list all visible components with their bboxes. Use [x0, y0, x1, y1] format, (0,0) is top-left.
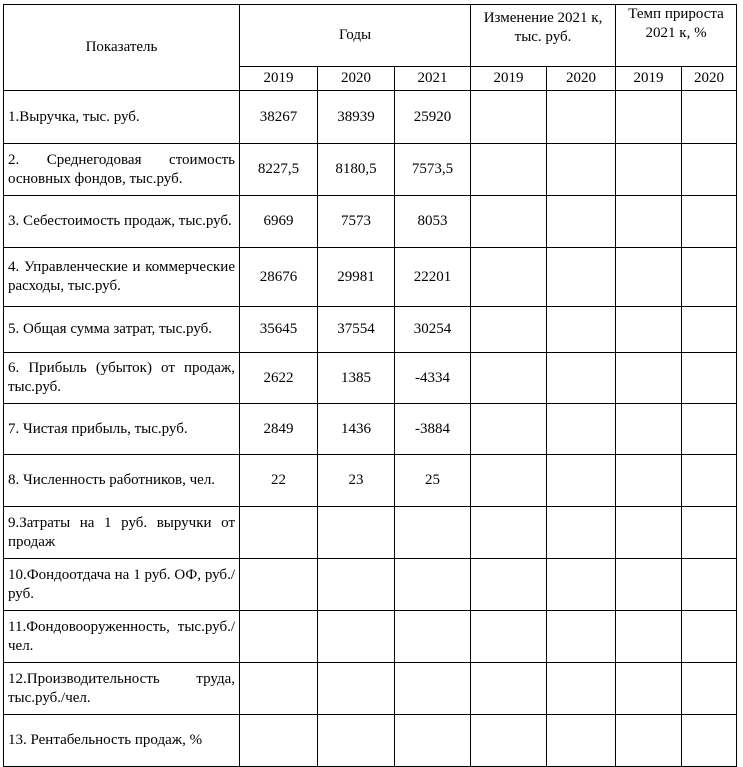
cell-v2021: 7573,5 — [395, 144, 471, 196]
header-year-2020: 2020 — [318, 67, 395, 91]
cell-v2019: 2849 — [240, 404, 318, 455]
row-label: 10.Фондоотдача на 1 руб. ОФ, руб./руб. — [4, 559, 240, 611]
table-row — [4, 559, 737, 611]
cell-gr2020 — [682, 663, 737, 715]
cell-ch2020 — [547, 663, 616, 715]
cell-ch2020 — [547, 307, 616, 353]
cell-ch2020 — [547, 91, 616, 144]
table-row — [4, 455, 737, 507]
cell-v2021: 25920 — [395, 91, 471, 144]
row-label: 3. Себестоимость продаж, тыс.руб. — [4, 196, 240, 248]
cell-gr2019 — [616, 715, 682, 767]
cell-ch2019 — [471, 144, 547, 196]
cell-gr2019 — [616, 611, 682, 663]
cell-gr2019 — [616, 307, 682, 353]
cell-v2021 — [395, 611, 471, 663]
cell-v2020 — [318, 611, 395, 663]
table-row — [4, 91, 737, 144]
cell-ch2019 — [471, 559, 547, 611]
cell-v2020 — [318, 559, 395, 611]
cell-v2019 — [240, 663, 318, 715]
cell-v2019: 8227,5 — [240, 144, 318, 196]
row-label: 4. Управленческие и коммерческие расходы, тыс.руб. — [4, 248, 240, 307]
cell-v2020 — [318, 663, 395, 715]
cell-gr2020 — [682, 353, 737, 404]
table-row — [4, 353, 737, 404]
cell-v2020 — [318, 507, 395, 559]
cell-gr2019 — [616, 559, 682, 611]
cell-v2019 — [240, 715, 318, 767]
cell-ch2019 — [471, 307, 547, 353]
cell-v2019: 35645 — [240, 307, 318, 353]
cell-v2020 — [318, 715, 395, 767]
cell-ch2019 — [471, 507, 547, 559]
cell-ch2019 — [471, 611, 547, 663]
header-year-2021: 2021 — [395, 67, 471, 91]
cell-ch2020 — [547, 559, 616, 611]
cell-v2021: -3884 — [395, 404, 471, 455]
row-label: 5. Общая сумма затрат, тыс.руб. — [4, 307, 240, 353]
table-row — [4, 663, 737, 715]
cell-gr2019 — [616, 455, 682, 507]
cell-v2019: 2622 — [240, 353, 318, 404]
cell-gr2019 — [616, 353, 682, 404]
cell-v2019: 6969 — [240, 196, 318, 248]
cell-v2019: 28676 — [240, 248, 318, 307]
cell-gr2020 — [682, 715, 737, 767]
cell-ch2020 — [547, 353, 616, 404]
cell-v2021: 8053 — [395, 196, 471, 248]
table-row — [4, 611, 737, 663]
cell-v2020: 29981 — [318, 248, 395, 307]
row-label: 13. Рентабельность продаж, % — [4, 715, 240, 767]
cell-v2021: 30254 — [395, 307, 471, 353]
cell-ch2019 — [471, 404, 547, 455]
row-label: 1.Выручка, тыс. руб. — [4, 91, 240, 144]
cell-ch2020 — [547, 715, 616, 767]
cell-gr2019 — [616, 663, 682, 715]
cell-gr2019 — [616, 404, 682, 455]
cell-v2019 — [240, 559, 318, 611]
header-year-2019: 2019 — [240, 67, 318, 91]
cell-ch2019 — [471, 715, 547, 767]
cell-gr2020 — [682, 91, 737, 144]
cell-v2020: 1385 — [318, 353, 395, 404]
cell-v2020: 38939 — [318, 91, 395, 144]
table-row — [4, 715, 737, 767]
row-label: 11.Фондовооруженность, тыс.руб./чел. — [4, 611, 240, 663]
cell-gr2020 — [682, 307, 737, 353]
cell-v2021 — [395, 507, 471, 559]
row-label: 12.Производительность труда, тыс.руб./чел. — [4, 663, 240, 715]
row-label: 9.Затраты на 1 руб. выручки от продаж — [4, 507, 240, 559]
indicators-table — [3, 4, 737, 767]
cell-gr2019 — [616, 196, 682, 248]
cell-v2021 — [395, 715, 471, 767]
cell-gr2020 — [682, 611, 737, 663]
cell-v2021: 25 — [395, 455, 471, 507]
cell-ch2020 — [547, 507, 616, 559]
cell-ch2019 — [471, 196, 547, 248]
row-label: 7. Чистая прибыль, тыс.руб. — [4, 404, 240, 455]
cell-v2021: -4334 — [395, 353, 471, 404]
table-row — [4, 196, 737, 248]
row-label: 2. Среднегодовая стоимость основных фондов, тыс.руб. — [4, 144, 240, 196]
cell-ch2020 — [547, 455, 616, 507]
header-growth: Темп прироста 2021 к, % — [616, 5, 737, 67]
cell-gr2020 — [682, 559, 737, 611]
cell-ch2019 — [471, 91, 547, 144]
cell-gr2020 — [682, 144, 737, 196]
cell-gr2019 — [616, 248, 682, 307]
cell-v2019 — [240, 507, 318, 559]
table-row — [4, 144, 737, 196]
cell-v2021: 22201 — [395, 248, 471, 307]
cell-ch2019 — [471, 663, 547, 715]
cell-gr2020 — [682, 455, 737, 507]
table-row — [4, 507, 737, 559]
table-body — [4, 91, 737, 767]
cell-v2019 — [240, 611, 318, 663]
cell-ch2020 — [547, 144, 616, 196]
header-indicator: Показатель — [4, 5, 240, 91]
cell-gr2019 — [616, 91, 682, 144]
cell-ch2020 — [547, 404, 616, 455]
cell-ch2020 — [547, 611, 616, 663]
cell-v2019: 38267 — [240, 91, 318, 144]
cell-gr2020 — [682, 196, 737, 248]
header-growth-2019: 2019 — [616, 67, 682, 91]
cell-gr2020 — [682, 507, 737, 559]
cell-ch2020 — [547, 196, 616, 248]
cell-v2020: 37554 — [318, 307, 395, 353]
cell-v2020: 1436 — [318, 404, 395, 455]
row-label: 6. Прибыль (убыток) от продаж, тыс.руб. — [4, 353, 240, 404]
cell-gr2019 — [616, 507, 682, 559]
cell-v2021 — [395, 559, 471, 611]
cell-v2019: 22 — [240, 455, 318, 507]
cell-ch2019 — [471, 248, 547, 307]
cell-gr2020 — [682, 248, 737, 307]
table-row — [4, 404, 737, 455]
header-years: Годы — [240, 5, 471, 67]
header-row-main — [4, 5, 737, 67]
cell-gr2019 — [616, 144, 682, 196]
cell-ch2019 — [471, 353, 547, 404]
cell-v2020: 7573 — [318, 196, 395, 248]
header-change: Изменение 2021 к, тыс. руб. — [471, 5, 616, 67]
header-growth-2020: 2020 — [682, 67, 737, 91]
cell-gr2020 — [682, 404, 737, 455]
table-row — [4, 248, 737, 307]
table-row — [4, 307, 737, 353]
row-label: 8. Численность работников, чел. — [4, 455, 240, 507]
header-change-2020: 2020 — [547, 67, 616, 91]
header-change-2019: 2019 — [471, 67, 547, 91]
cell-v2020: 8180,5 — [318, 144, 395, 196]
cell-v2020: 23 — [318, 455, 395, 507]
cell-ch2019 — [471, 455, 547, 507]
cell-ch2020 — [547, 248, 616, 307]
cell-v2021 — [395, 663, 471, 715]
